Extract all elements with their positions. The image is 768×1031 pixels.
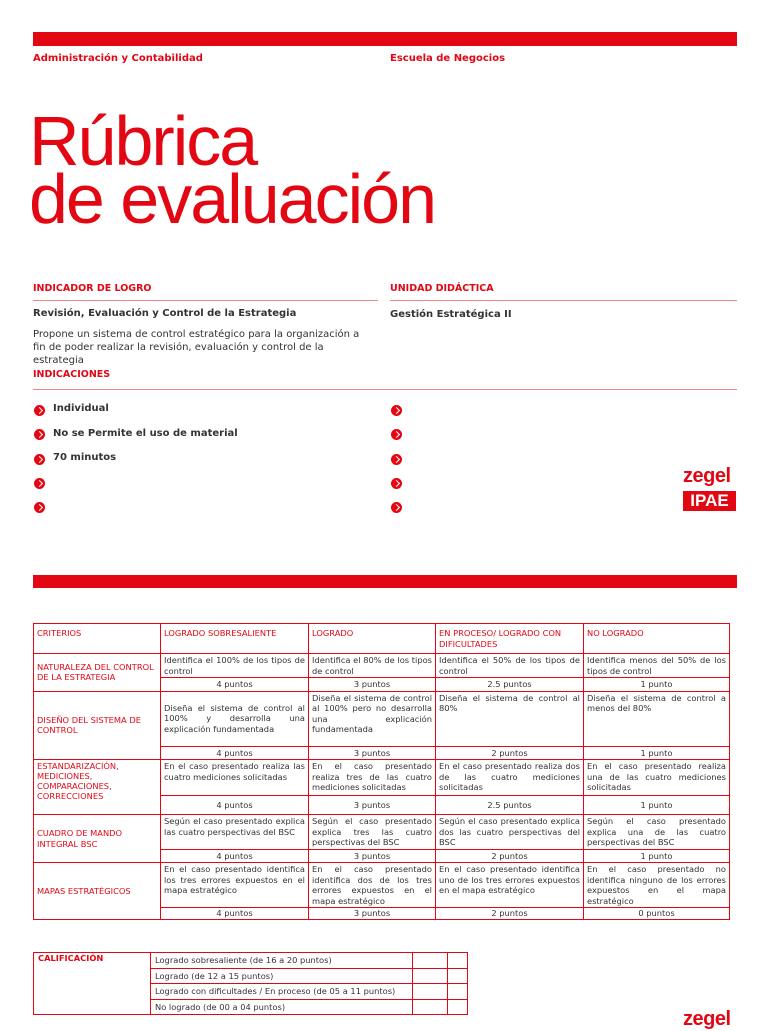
points-cell: 1 punto xyxy=(584,678,730,692)
indicador-label: INDICADOR DE LOGRO xyxy=(33,283,152,294)
calificacion-item: Logrado con dificultades / En proceso (de 05 a 11 puntos) xyxy=(151,984,413,1000)
points-cell: 2 puntos xyxy=(436,908,584,920)
desc-cell: En el caso presentado identifica uno de los tres errores expuestos en el mapa estratégico xyxy=(436,863,584,908)
desc-cell: En el caso presentado realiza dos de las cuatro mediciones solicitadas xyxy=(436,760,584,796)
arrow-right-icon xyxy=(391,478,402,489)
calificacion-mark-cell xyxy=(448,999,468,1015)
calificacion-score-cell xyxy=(413,984,448,1000)
criterion-cell: CUADRO DE MANDO INTEGRAL BSC xyxy=(34,815,161,863)
calificacion-table xyxy=(33,952,468,1015)
desc-cell: Según el caso presentado explica dos las cuatro perspectivas del BSC xyxy=(436,815,584,850)
points-cell: 4 puntos xyxy=(161,678,309,692)
top-red-bar xyxy=(33,32,737,46)
calificacion-item: Logrado (de 12 a 15 puntos) xyxy=(151,968,413,984)
calificacion-mark-cell xyxy=(448,953,468,969)
points-cell: 0 puntos xyxy=(584,908,730,920)
header-no-logrado: NO LOGRADO xyxy=(584,624,730,654)
points-cell: 3 puntos xyxy=(309,678,436,692)
points-cell: 2 puntos xyxy=(436,849,584,863)
points-cell: 4 puntos xyxy=(161,849,309,863)
arrow-right-icon xyxy=(34,478,45,489)
points-cell: 1 punto xyxy=(584,746,730,760)
arrow-right-icon xyxy=(391,454,402,465)
desc-cell: Identifica menos del 50% de los tipos de control xyxy=(584,654,730,678)
arrow-right-icon xyxy=(391,502,402,513)
indicacion-item-3: 70 minutos xyxy=(53,452,117,463)
desc-cell: Diseña el sistema de control al 80% xyxy=(436,691,584,746)
desc-cell: En el caso presentado no identifica ninguno de los errores expuestos en el mapa estratégico xyxy=(584,863,730,908)
calificacion-score-cell xyxy=(413,968,448,984)
criterion-cell: ESTANDARIZACIÓN, MEDICIONES, COMPARACIONES, CORRECCIONES xyxy=(34,760,161,815)
table-row xyxy=(34,691,730,746)
ipae-logo: IPAE xyxy=(683,491,736,511)
desc-cell: Diseña el sistema de control al 100% y desarrolla una explicación fundamentada xyxy=(161,691,309,746)
indicacion-item-2: No se Permite el uso de material xyxy=(53,428,238,439)
table-row xyxy=(34,760,730,796)
page-title-line2: de evaluación xyxy=(29,160,435,238)
unidad-divider xyxy=(390,300,737,301)
points-cell: 2 puntos xyxy=(436,746,584,760)
desc-cell: En el caso presentado realiza las cuatro mediciones solicitadas xyxy=(161,760,309,796)
points-cell: 2.5 puntos xyxy=(436,678,584,692)
criterion-cell: MAPAS ESTRATÉGICOS xyxy=(34,863,161,920)
indicador-title: Revisión, Evaluación y Control de la Estrategia xyxy=(33,308,297,319)
points-cell: 4 puntos xyxy=(161,908,309,920)
footer-zegel-logo: zegel xyxy=(683,1008,731,1030)
header-criterios: CRITERIOS xyxy=(34,624,161,654)
desc-cell: Identifica el 50% de los tipos de control xyxy=(436,654,584,678)
header-school: Escuela de Negocios xyxy=(390,53,506,64)
indicaciones-label: INDICACIONES xyxy=(33,369,111,380)
arrow-right-icon xyxy=(391,405,402,416)
arrow-right-icon xyxy=(34,454,45,465)
desc-cell: Identifica el 100% de los tipos de control xyxy=(161,654,309,678)
unidad-value: Gestión Estratégica II xyxy=(390,309,512,320)
table-row xyxy=(34,654,730,678)
calificacion-mark-cell xyxy=(448,968,468,984)
points-cell: 2.5 puntos xyxy=(436,796,584,815)
indicador-description: Propone un sistema de control estratégico para la organización a fin de poder realizar la revisión, evaluación y control de la estrategia xyxy=(33,329,360,366)
table-row xyxy=(34,863,730,908)
header-sobresaliente: LOGRADO SOBRESALIENTE xyxy=(161,624,309,654)
header-area: Administración y Contabilidad xyxy=(33,53,203,64)
desc-cell: En el caso presentado identifica dos de los tres errores expuestos en el mapa estratégico xyxy=(309,863,436,908)
calificacion-item: No logrado (de 00 a 04 puntos) xyxy=(151,999,413,1015)
section-red-bar xyxy=(33,575,737,588)
points-cell: 3 puntos xyxy=(309,796,436,815)
desc-cell: Diseña el sistema de control al 100% pero no desarrolla una explicación fundamentada xyxy=(309,691,436,746)
calificacion-score-cell xyxy=(413,999,448,1015)
points-cell: 4 puntos xyxy=(161,796,309,815)
points-cell: 1 punto xyxy=(584,849,730,863)
header-logrado: LOGRADO xyxy=(309,624,436,654)
points-cell: 3 puntos xyxy=(309,908,436,920)
arrow-right-icon xyxy=(34,429,45,440)
desc-cell: Identifica el 80% de los tipos de control xyxy=(309,654,436,678)
rubric-table xyxy=(33,623,730,920)
indicador-divider xyxy=(33,300,378,301)
criterion-cell: NATURALEZA DEL CONTROL DE LA ESTRATEGIA xyxy=(34,654,161,692)
calificacion-mark-cell xyxy=(448,984,468,1000)
indicaciones-divider xyxy=(33,389,737,390)
points-cell: 1 punto xyxy=(584,796,730,815)
header-en-proceso: EN PROCESO/ LOGRADO CON DIFICULTADES xyxy=(436,624,584,654)
desc-cell: Diseña el sistema de control a menos del 80% xyxy=(584,691,730,746)
desc-cell: Según el caso presentado explica tres las cuatro perspectivas del BSC xyxy=(309,815,436,850)
points-cell: 4 puntos xyxy=(161,746,309,760)
desc-cell: En el caso presentado realiza tres de las cuatro mediciones solicitadas xyxy=(309,760,436,796)
desc-cell: Según el caso presentado explica las cuatro perspectivas del BSC xyxy=(161,815,309,850)
desc-cell: En el caso presentado realiza una de las cuatro mediciones solicitadas xyxy=(584,760,730,796)
page-title-line1: Rúbrica xyxy=(29,102,257,180)
table-header-row xyxy=(34,624,730,654)
desc-cell: Según el caso presentado explica una de las cuatro perspectivas del BSC xyxy=(584,815,730,850)
points-cell: 3 puntos xyxy=(309,746,436,760)
unidad-label: UNIDAD DIDÁCTICA xyxy=(390,283,494,294)
arrow-right-icon xyxy=(34,502,45,513)
arrow-right-icon xyxy=(34,405,45,416)
arrow-right-icon xyxy=(391,429,402,440)
zegel-logo: zegel xyxy=(683,465,731,487)
calificacion-row xyxy=(34,953,468,969)
points-cell: 3 puntos xyxy=(309,849,436,863)
calificacion-item: Logrado sobresaliente (de 16 a 20 puntos) xyxy=(151,953,413,969)
table-row xyxy=(34,815,730,850)
indicacion-item-1: Individual xyxy=(53,403,109,414)
desc-cell: En el caso presentado identifica los tres errores expuestos en el mapa estratégico xyxy=(161,863,309,908)
calificacion-score-cell xyxy=(413,953,448,969)
calificacion-label: CALIFICACIÓN xyxy=(34,953,151,1015)
criterion-cell: DISEÑO DEL SISTEMA DE CONTROL xyxy=(34,691,161,760)
